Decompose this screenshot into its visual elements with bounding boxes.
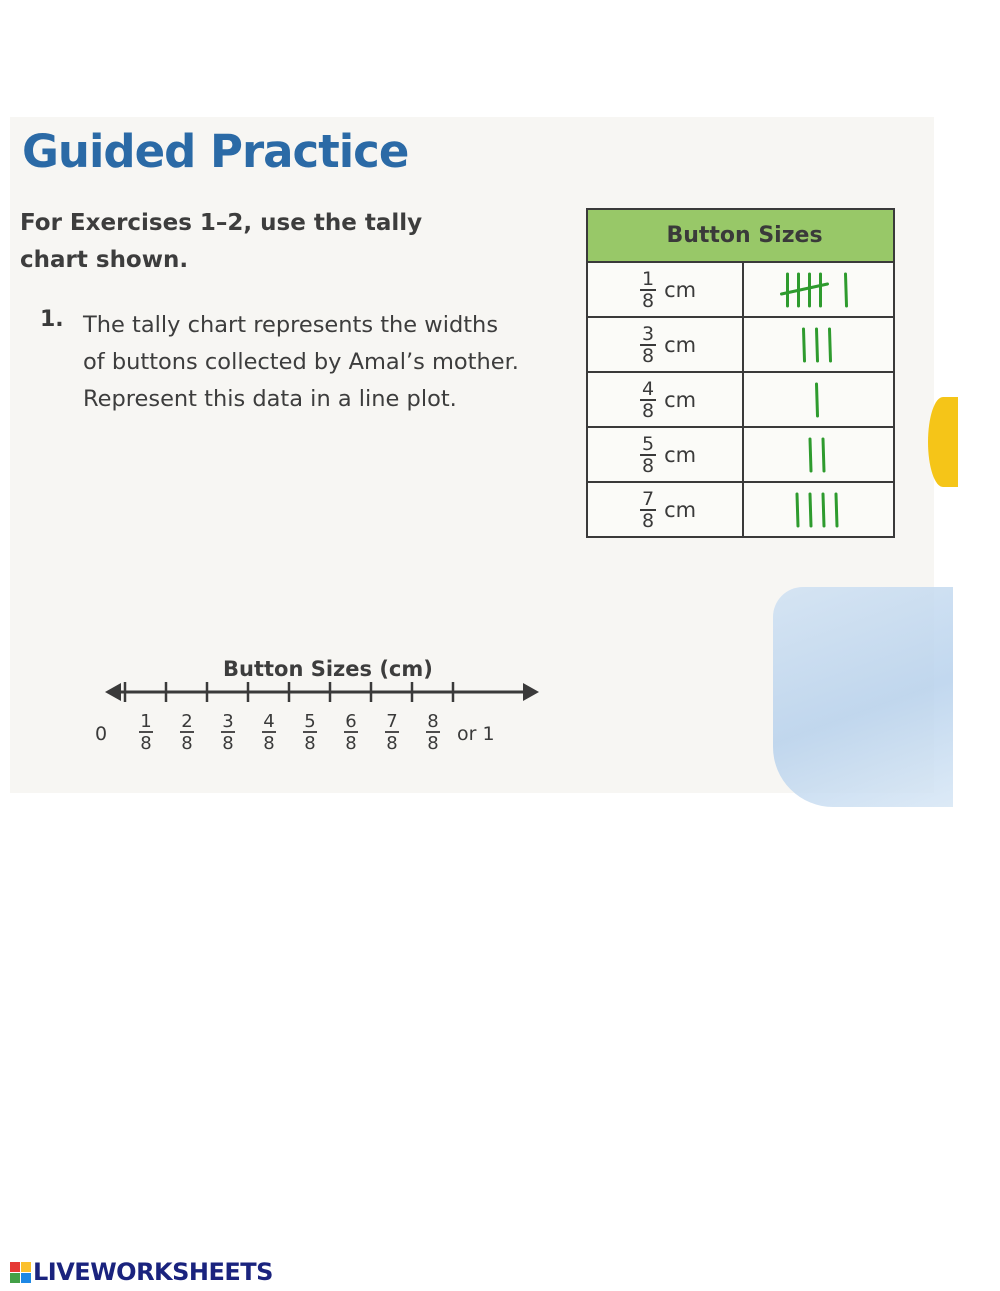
tally-marks: [764, 268, 874, 312]
fraction-denominator: 8: [222, 733, 234, 754]
tally-row: [587, 317, 894, 372]
tally-chart-title: Button Sizes: [587, 209, 894, 262]
tally-count-cell: [743, 482, 894, 537]
exercise-instructions: For Exercises 1–2, use the tally chart shown.: [20, 210, 423, 273]
tick-label-fraction: [180, 711, 194, 754]
size-fraction: [640, 322, 656, 367]
tick-label-end: or 1: [457, 723, 495, 745]
decorative-yellow-shape: [928, 397, 958, 487]
size-fraction: [640, 487, 656, 532]
tally-chart-body: [587, 262, 894, 537]
number-line-graphic: [95, 672, 555, 762]
fraction-numerator: 5: [642, 432, 655, 455]
tick-label-fraction: [303, 711, 317, 754]
tally-marks: [764, 433, 874, 477]
unit-label: cm: [664, 277, 697, 302]
tally-marks: [764, 378, 874, 422]
tick-label-fraction: [139, 711, 153, 754]
unit-label: cm: [664, 497, 697, 522]
exercise-text: The tally chart represents the widths of buttons collected by Amal’s mother. Represent this data in a line plot.: [83, 312, 519, 412]
button-size-cell: [587, 317, 743, 372]
tick-label-fraction: [221, 711, 235, 754]
tally-mark: [845, 274, 846, 306]
size-fraction: [640, 267, 656, 312]
tick-label-fraction: [344, 711, 358, 754]
fraction-denominator: 8: [386, 733, 398, 754]
button-size-cell: [587, 262, 743, 317]
tally-count-cell: [743, 427, 894, 482]
unit-label: cm: [664, 442, 697, 467]
tally-marks: [764, 488, 874, 532]
fraction-numerator: 3: [222, 711, 234, 732]
fraction-numerator: 7: [642, 487, 655, 510]
decorative-blue-shape: [773, 587, 953, 807]
liveworksheets-logo: [10, 1258, 273, 1286]
button-size-cell: [587, 372, 743, 427]
tally-count-cell: [743, 317, 894, 372]
tally-mark: [797, 494, 798, 526]
liveworksheets-logo-icon: [10, 1262, 31, 1283]
button-size-cell: [587, 482, 743, 537]
fraction-numerator: 1: [642, 267, 655, 290]
tally-mark: [816, 384, 817, 416]
fraction-numerator: 1: [140, 711, 152, 732]
tally-mark: [810, 439, 811, 471]
tick-label-zero: 0: [95, 723, 108, 745]
page-title: Guided Practice: [22, 125, 409, 178]
tally-mark: [823, 494, 824, 526]
button-size-cell: [587, 427, 743, 482]
fraction-numerator: 3: [642, 322, 655, 345]
tally-marks: [764, 323, 874, 367]
tally-count-cell: [743, 372, 894, 427]
fraction-denominator: 8: [140, 733, 152, 754]
tally-row: [587, 482, 894, 537]
line-plot-title: Button Sizes (cm): [223, 657, 433, 681]
tick-label-fraction: [426, 711, 440, 754]
fraction-denominator: 8: [304, 733, 316, 754]
tally-mark: [803, 329, 804, 361]
fraction-denominator: 8: [642, 509, 655, 532]
fraction-numerator: 5: [304, 711, 316, 732]
worksheet-scan: [10, 117, 934, 793]
tally-row: [587, 262, 894, 317]
fraction-denominator: 8: [642, 289, 655, 312]
tally-mark: [823, 439, 824, 471]
tally-mark: [836, 494, 837, 526]
fraction-numerator: 4: [642, 377, 655, 400]
tick-label-fraction: [385, 711, 399, 754]
tally-count-cell: [743, 262, 894, 317]
fraction-numerator: 8: [427, 711, 439, 732]
exercise-number: 1.: [40, 307, 64, 332]
size-fraction: [640, 432, 656, 477]
right-arrow-icon: [523, 683, 539, 701]
number-line: [95, 672, 555, 762]
fraction-denominator: 8: [427, 733, 439, 754]
fraction-denominator: 8: [181, 733, 193, 754]
fraction-numerator: 6: [345, 711, 357, 732]
fraction-denominator: 8: [642, 399, 655, 422]
tally-mark: [829, 329, 830, 361]
fraction-numerator: 2: [181, 711, 193, 732]
unit-label: cm: [664, 387, 697, 412]
tick-label-fraction: [262, 711, 276, 754]
tally-mark: [816, 329, 817, 361]
fraction-denominator: 8: [642, 344, 655, 367]
fraction-denominator: 8: [263, 733, 275, 754]
size-fraction: [640, 377, 656, 422]
fraction-numerator: 7: [386, 711, 398, 732]
fraction-denominator: 8: [345, 733, 357, 754]
tally-chart: [586, 208, 895, 538]
tally-row: [587, 372, 894, 427]
left-arrow-icon: [105, 683, 121, 701]
fraction-denominator: 8: [642, 454, 655, 477]
unit-label: cm: [664, 332, 697, 357]
tally-mark: [810, 494, 811, 526]
fraction-numerator: 4: [263, 711, 275, 732]
tally-row: [587, 427, 894, 482]
brand-name: LIVEWORKSHEETS: [33, 1258, 273, 1286]
